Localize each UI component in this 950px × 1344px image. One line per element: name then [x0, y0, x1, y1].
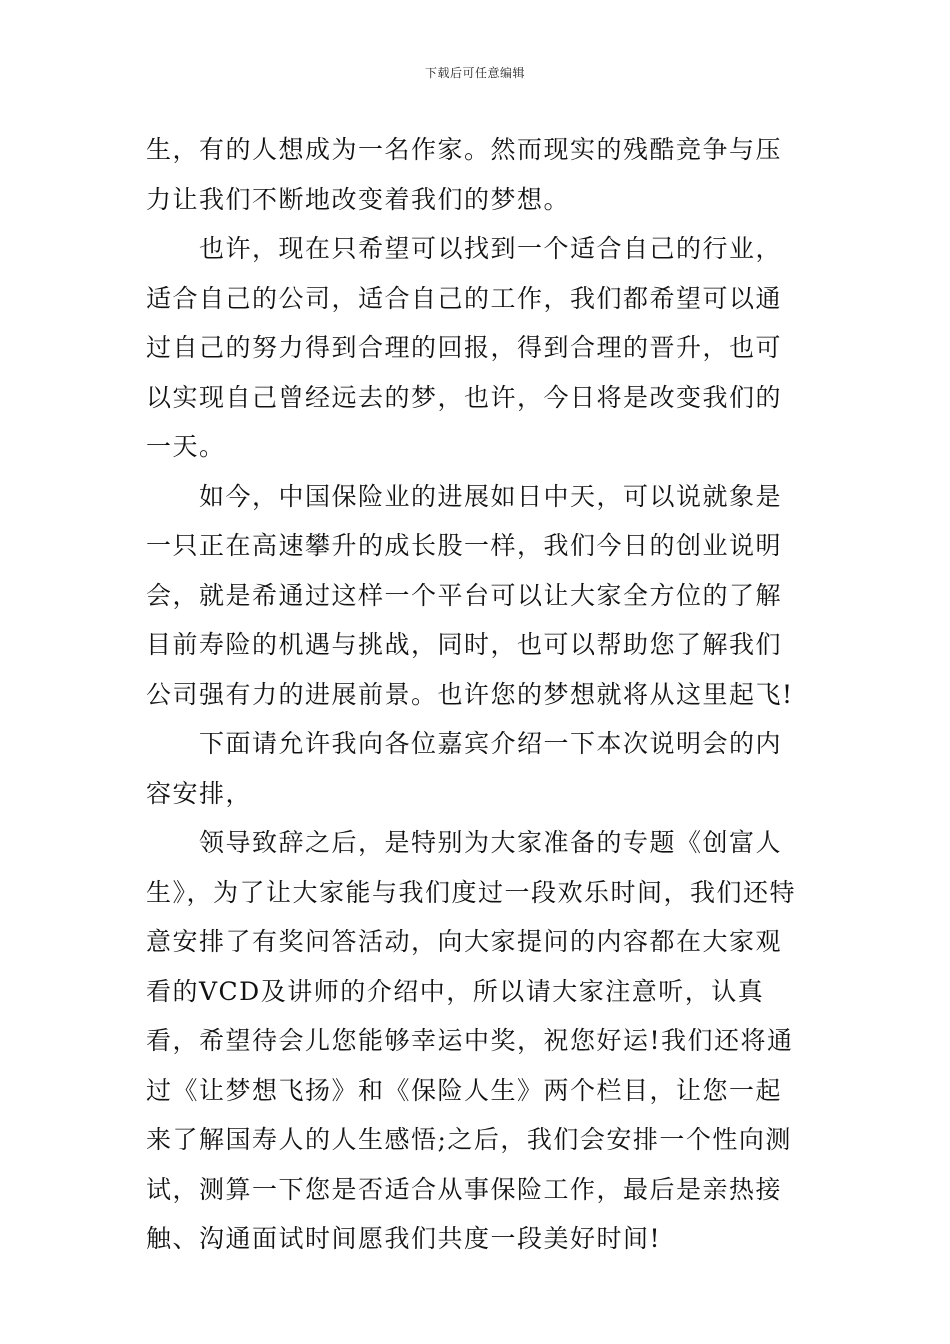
paragraph-4: 下面请允许我向各位嘉宾介绍一下本次说明会的内容安排， — [146, 729, 783, 808]
paragraph-5: 领导致辞之后，是特别为大家准备的专题《创富人生》，为了让大家能与我们度过一段欢乐时间，我们还特意安排了有奖问答活动，向大家提问的内容都在大家观看的VCD及讲师的介绍中，所以请大家注意听，认真看，希望待会儿您能够幸运中奖，祝您好运!我们还将通过《让梦想飞扬》和《保险人生》两个栏目，让您一起来了解国寿人的人生感悟;之后，我们会安排一个性向测试，测算一下您是否适合从事保险工作，最后是亲热接触、沟通面试时间愿我们共度一段美好时间! — [146, 828, 797, 1253]
paragraph-2: 也许，现在只希望可以找到一个适合自己的行业，适合自己的公司，适合自己的工作，我们都希望可以通过自己的努力得到合理的回报，得到合理的晋升，也可以实现自己曾经远去的梦，也许，今日将是改变我们的一天。 — [146, 234, 783, 461]
page-header: 下载后可任意编辑 — [424, 66, 525, 80]
paragraph-1: 生，有的人想成为一名作家。然而现实的残酷竞争与压力让我们不断地改变着我们的梦想。 — [146, 135, 783, 214]
paragraph-3: 如今，中国保险业的进展如日中天，可以说就象是一只正在高速攀升的成长股一样，我们今日的创业说明会，就是希通过这样一个平台可以让大家全方位的了解目前寿险的机遇与挑战，同时，也可以帮助您了解我们公司强有力的进展前景。也许您的梦想就将从这里起飞! — [146, 481, 794, 709]
document-body — [146, 125, 806, 1264]
